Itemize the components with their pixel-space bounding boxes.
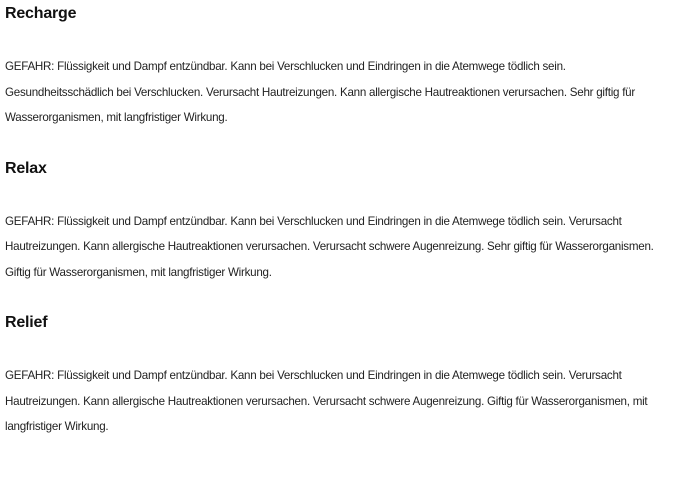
product-section-recharge (5, 0, 668, 131)
hazard-statement-text: GEFAHR: Flüssigkeit und Dampf entzündbar. Kann bei Verschlucken und Eindringen in die Atemwege tödlich sein. Verursacht Hautreizungen. Kann allergische Hautreaktionen verursachen. Verursacht schwere Augenreizung. Sehr giftig für Wasserorganismen. Giftig für Wasserorganismen, mit langfristiger Wirkung. (5, 214, 654, 279)
product-section-relax (5, 155, 668, 286)
section-title: Relief (5, 314, 48, 331)
hazard-statement-text: GEFAHR: Flüssigkeit und Dampf entzündbar. Kann bei Verschlucken und Eindringen in die Atemwege tödlich sein. Verursacht Hautreizungen. Kann allergische Hautreaktionen verursachen. Verursacht schwere Augenreizung. Giftig für Wasserorganismen, mit langfristiger Wirkung. (5, 369, 648, 433)
section-title: Relax (5, 159, 47, 177)
section-title: Recharge (5, 5, 77, 22)
hazard-statement-text: GEFAHR: Flüssigkeit und Dampf entzündbar. Kann bei Verschlucken und Eindringen in die Atemwege tödlich sein. Gesundheitsschädlich bei Verschlucken. Verursacht Hautreizungen. Kann allergische Hautreaktionen verursachen. Sehr giftig für Wasserorganismen, mit langfristiger Wirkung. (5, 60, 635, 124)
product-section-relief (5, 309, 668, 440)
